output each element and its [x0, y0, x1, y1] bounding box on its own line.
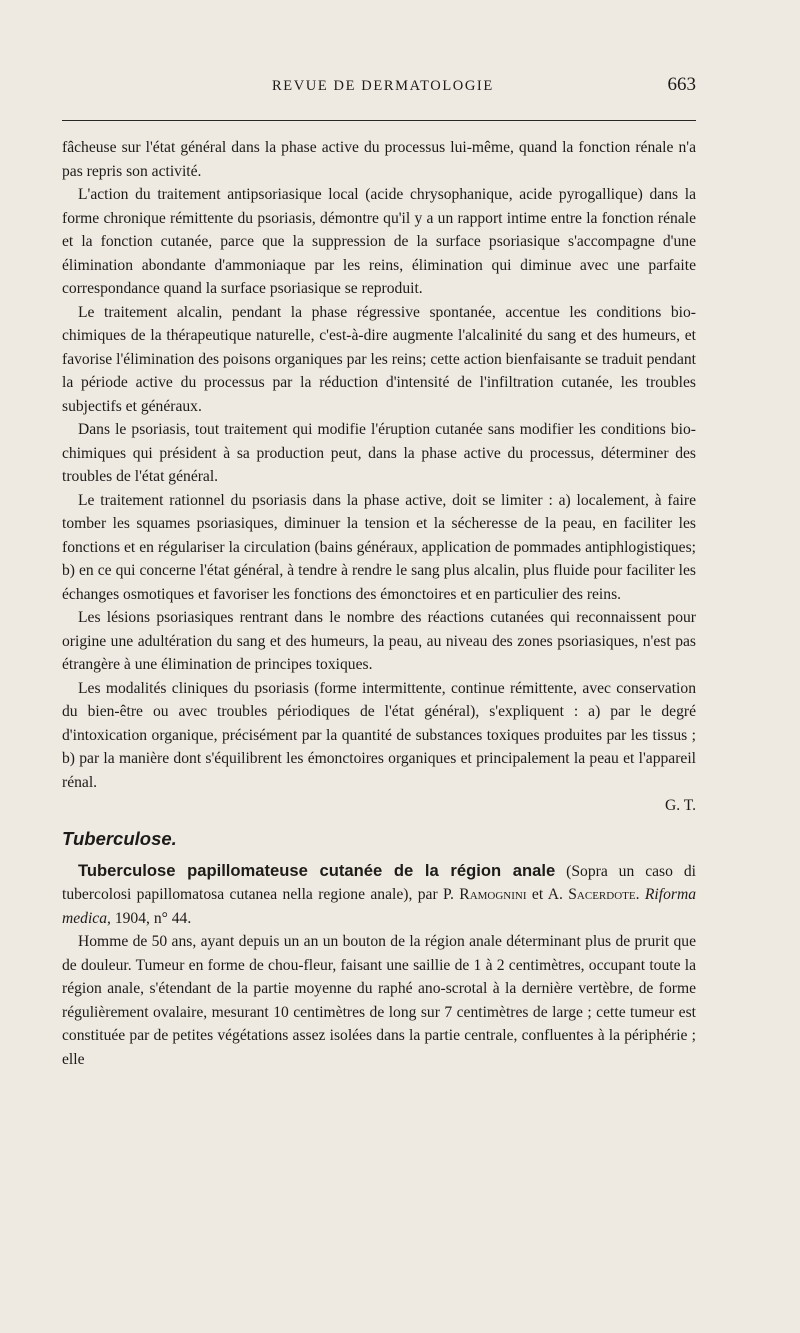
- paragraph: Le traitement alcalin, pendant la phase régressive spontanée, accentue les conditions bio-chimiques de la thérapeutique naturelle, c'est-à-dire augmente l'alcalinité du sang et des humeurs, et favorise l'élimination des poisons organiques par les reins; cette action bienfaisante se traduit pendant la période active du processus par la réduction d'intensité de l'infiltration cutanée, les troubles subjectifs et généraux.: [62, 303, 696, 415]
- paragraph: Le traitement rationnel du psoriasis dans la phase active, doit se limiter : a) localement, à faire tomber les squames psoriasiques, diminuer la tension et la sécheresse de la peau, en faciliter les fonctions et en régulariser la circulation (bains généraux, application de pommades antiphlogistiques; b) en ce qui concerne l'état général, à tendre à rendre le sang plus alcalin, plus fluide pour faciliter les échanges osmotiques et favoriser les fonctions des émonctoires et en particulier des reins.: [62, 491, 696, 603]
- author-name: Sacerdote: [568, 886, 636, 903]
- journal-name: Riforma medica: [62, 886, 697, 927]
- body-text: [62, 136, 696, 1071]
- section-heading: Tuberculose.: [62, 827, 177, 849]
- paragraph: Les modalités cliniques du psoriasis (forme intermittente, continue rémittente, avec conservation du bien-être ou avec troubles périodiques de l'état général), s'expliquent : a) par le degré d'intoxication organique, précisément par la quantité de substances toxiques produites par les tissus ; b) par la manière dont s'équilibrent les émonctoires organiques et principalement la peau et l'appareil rénal.: [62, 679, 696, 791]
- paragraph: fâcheuse sur l'état général dans la phase active du processus lui-même, quand la fonction rénale n'a pas repris son activité.: [62, 139, 696, 180]
- page-header: [62, 74, 696, 102]
- author-join: et A.: [526, 886, 569, 903]
- paragraph: Les lésions psoriasiques rentrant dans le nombre des réactions cutanées qui reconnaissent pour origine une adultération du sang et des humeurs, la peau, au niveau des zones psoriasiques, n'est pas étrangère à une élimination de principes toxiques.: [62, 609, 696, 673]
- article-title: Tuberculose papillomateuse cutanée de la région anale: [78, 860, 556, 880]
- article-reference: [62, 859, 696, 931]
- paragraph: Dans le psoriasis, tout traitement qui modifie l'éruption cutanée sans modifier les conditions bio-chimiques qui président à sa production peut, dans la phase active du processus, déterminer des troubles de l'état général.: [62, 421, 696, 485]
- paragraph: L'action du traitement antipsoriasique local (acide chrysophanique, acide pyrogallique) dans la forme chronique rémittente du psoriasis, démontre qu'il y a un rapport intime entre la fonction rénale et la fonction cutanée, parce que la suppression de la surface psoriasique s'accompagne d'une élimination abondante d'ammoniaque par les reins, élimination qui diminue avec une parfaite correspondance quand la surface psoriasique se reproduit.: [62, 186, 696, 297]
- journal-separator: .: [635, 886, 645, 903]
- signature-line: [62, 794, 696, 818]
- page-number: 663: [667, 74, 696, 95]
- paragraph: Homme de 50 ans, ayant depuis un an un bouton de la région anale déterminant plus de prurit que de douleur. Tumeur en forme de chou-fleur, faisant une saillie de 1 à 2 centimètres, occupant toute la région anale, s'étendant de la partie moyenne du raphé ano-scrotal à la dernière vertèbre, de forme régulièrement ovalaire, mesurant 10 centimètres de long sur 7 centimètres de large ; cette tumeur est constituée par de petites végétations assez isolées dans la partie centrale, confluentes à la périphérie ; elle: [62, 933, 696, 1068]
- author-name: Ramognini: [459, 886, 527, 903]
- signature: G. T.: [664, 797, 696, 814]
- citation: , 1904, n° 44.: [107, 909, 192, 927]
- original-title: (Sopra un caso di tubercolosi papillomatosa cutanea nella regione anale), par P.: [62, 862, 696, 903]
- header-rule: [62, 120, 696, 121]
- running-title: REVUE DE DERMATOLOGIE: [272, 78, 494, 94]
